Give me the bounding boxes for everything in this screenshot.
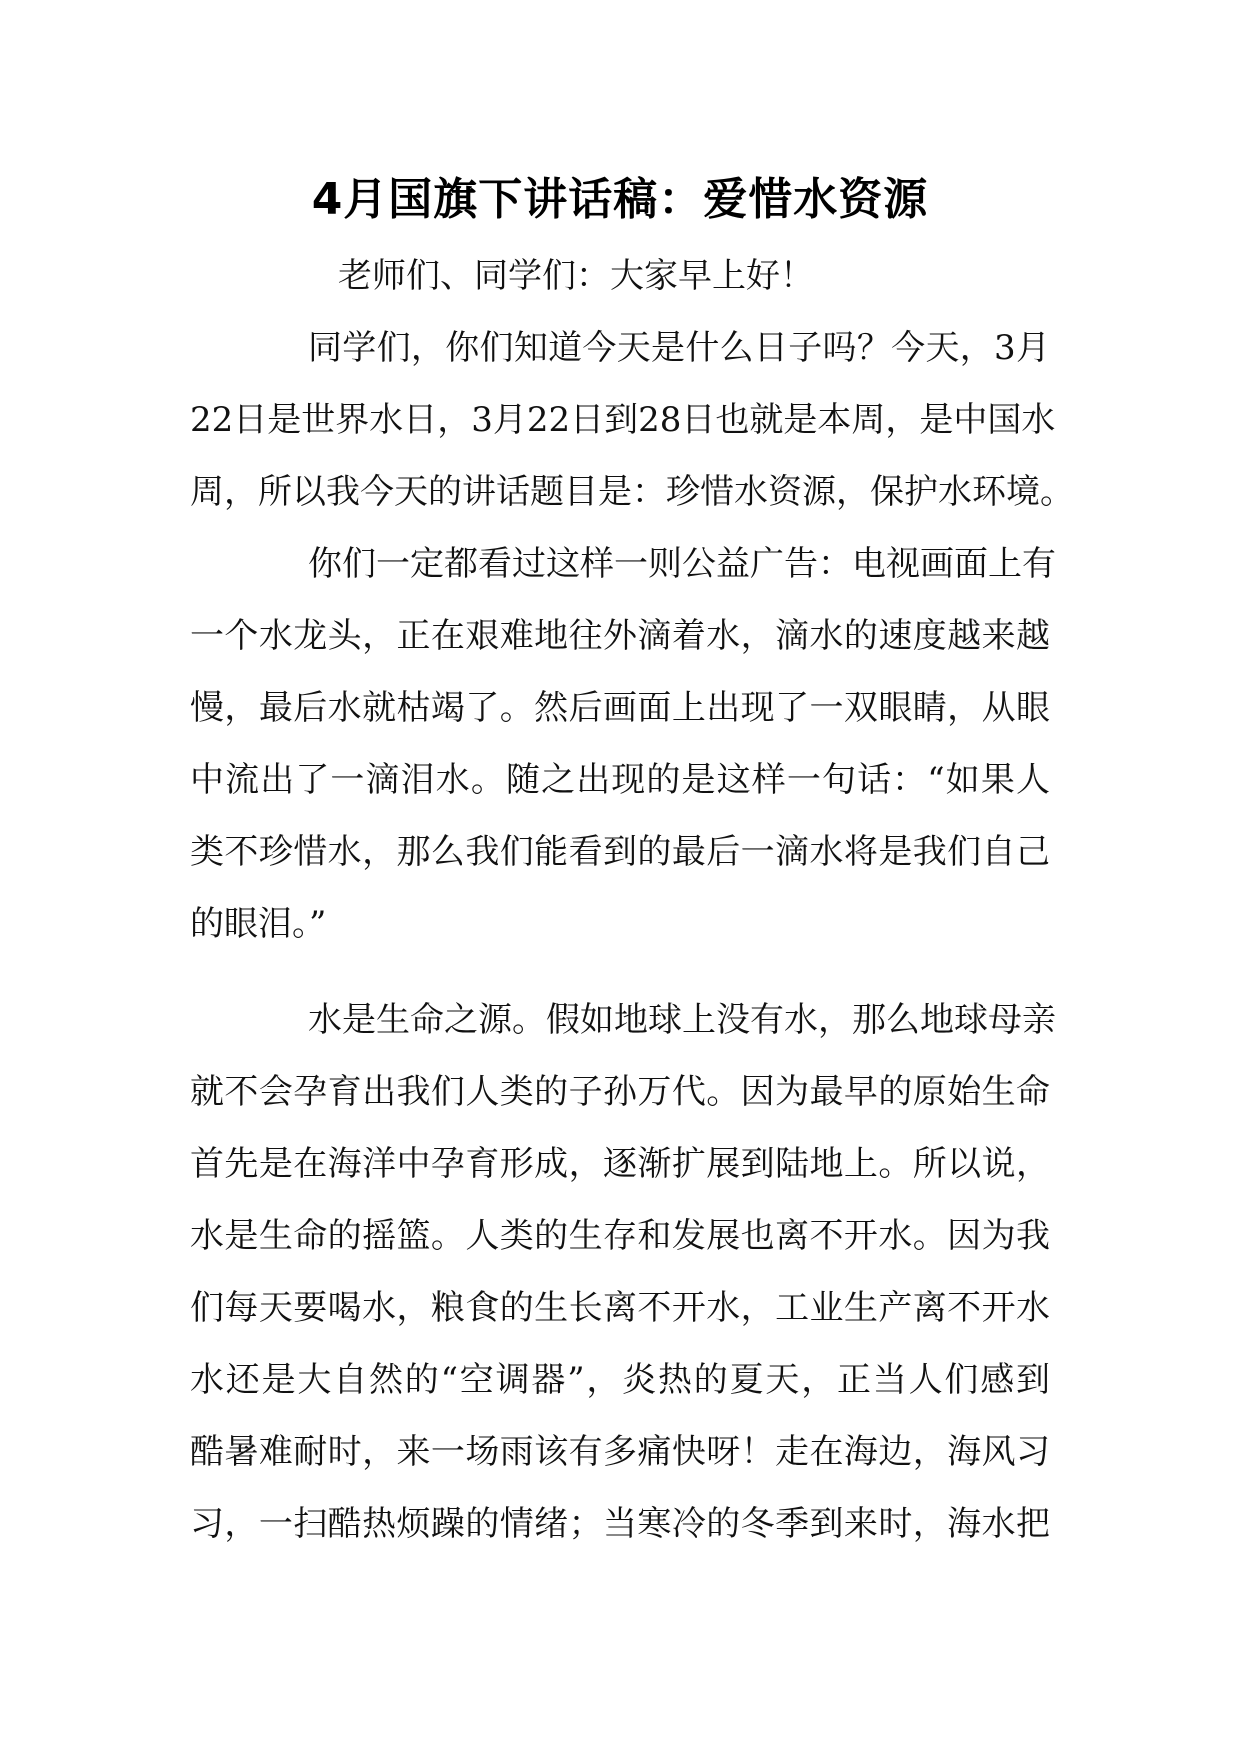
paragraph-line: 水是生命之源。假如地球上没有水，那么地球母亲 <box>308 1000 1056 1040</box>
paragraph-line: 类不珍惜水，那么我们能看到的最后一滴水将是我们自己 <box>190 832 1050 872</box>
paragraph-line: 周，所以我今天的讲话题目是：珍惜水资源，保护水环境。 <box>190 472 1074 512</box>
paragraph-line: 中流出了一滴泪水。随之出现的是这样一句话：“如果人 <box>190 760 1050 800</box>
greeting-line: 老师们、同学们：大家早上好！ <box>338 256 814 296</box>
paragraph-line: 慢，最后水就枯竭了。然后画面上出现了一双眼睛，从眼 <box>190 688 1050 728</box>
paragraph-line: 就不会孕育出我们人类的子孙万代。因为最早的原始生命 <box>190 1072 1050 1112</box>
paragraph-line: 水还是大自然的“空调器”，炎热的夏天，正当人们感到 <box>190 1360 1050 1400</box>
paragraph-line: 22日是世界水日，3月22日到28日也就是本周，是中国水 <box>190 400 1056 440</box>
paragraph-line: 首先是在海洋中孕育形成，逐渐扩展到陆地上。所以说， <box>190 1144 1050 1184</box>
paragraph-line: 同学们，你们知道今天是什么日子吗？今天，3月 <box>308 328 1050 368</box>
paragraph-line: 的眼泪。” <box>190 904 327 944</box>
paragraph-line: 酷暑难耐时，来一场雨该有多痛快呀！走在海边，海风习 <box>190 1432 1050 1472</box>
paragraph-line: 你们一定都看过这样一则公益广告：电视画面上有 <box>308 544 1056 584</box>
paragraph-line: 水是生命的摇篮。人类的生存和发展也离不开水。因为我 <box>190 1216 1050 1256</box>
paragraph-line: 们每天要喝水，粮食的生长离不开水，工业生产离不开水 <box>190 1288 1050 1328</box>
document-title: 4月国旗下讲话稿：爱惜水资源 <box>311 174 929 225</box>
paragraph-line: 一个水龙头，正在艰难地往外滴着水，滴水的速度越来越 <box>190 616 1050 656</box>
paragraph-line: 习，一扫酷热烦躁的情绪；当寒冷的冬季到来时，海水把 <box>190 1504 1050 1544</box>
